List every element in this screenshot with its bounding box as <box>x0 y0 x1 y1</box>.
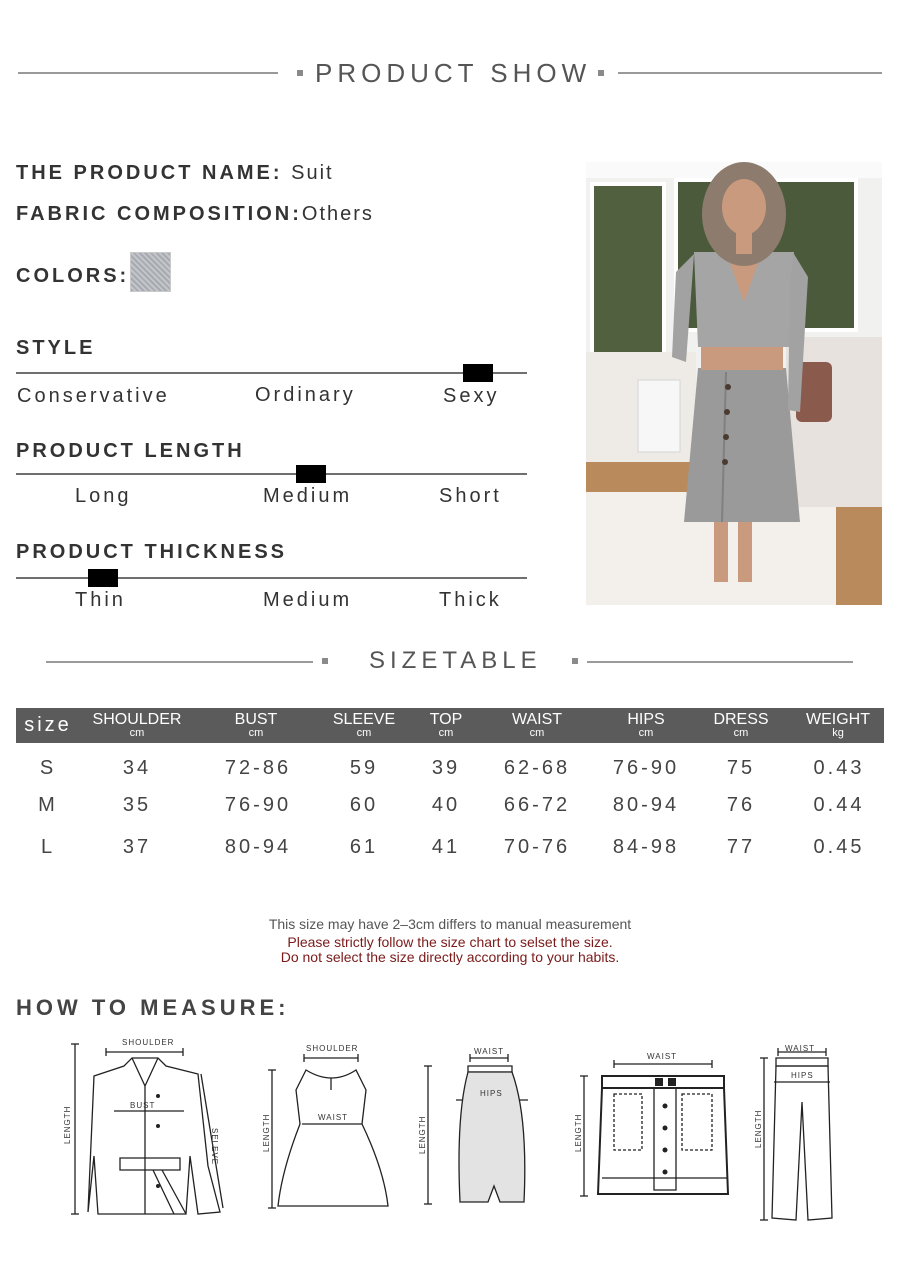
header-sleeve: SLEEVE cm <box>332 711 396 739</box>
length-option-long: Long <box>75 485 132 507</box>
size-warning-line-1: Please strictly follow the size chart to selset the size. <box>287 934 613 950</box>
pants-hips-label: HIPS <box>791 1071 814 1080</box>
style-scale-line <box>16 372 527 374</box>
jacket-shoulder-label: SHOULDER <box>122 1038 175 1047</box>
thickness-option-thin: Thin <box>75 589 126 611</box>
sizetable-square-right <box>572 658 578 664</box>
header-hips: HIPS cm <box>627 711 665 739</box>
cell-weight: 0.45 <box>813 836 865 858</box>
product-name-row <box>16 162 334 185</box>
sizetable-square-left <box>322 658 328 664</box>
dress-diagram <box>262 1040 390 1212</box>
product-photo <box>586 162 882 605</box>
cell-top: 39 <box>431 757 461 779</box>
size-warning-line-2: Do not select the size directly according to your habits. <box>280 949 620 965</box>
dress-waist-label: WAIST <box>318 1113 349 1122</box>
style-scale-marker <box>463 364 493 382</box>
model-illustration <box>586 162 882 605</box>
header-square-left <box>297 70 303 76</box>
cell-top: 41 <box>431 836 461 858</box>
fabric-label: FABRIC COMPOSITION: <box>16 203 302 225</box>
cell-bust: 72-86 <box>224 757 292 779</box>
shorts-diagram <box>572 1050 730 1198</box>
skirt-diagram <box>416 1046 534 1212</box>
pants-diagram <box>752 1042 842 1222</box>
measurement-note: This size may have 2–3cm differs to manual measurement <box>268 916 632 932</box>
cell-weight: 0.44 <box>813 794 865 816</box>
cell-sleeve: 59 <box>349 757 379 779</box>
cell-sleeve: 61 <box>349 836 379 858</box>
header-rule-left <box>18 72 278 74</box>
colors-label: COLORS: <box>16 265 130 287</box>
header-dress: DRESS cm <box>713 711 769 739</box>
header-square-right <box>598 70 604 76</box>
thickness-title: PRODUCT THICKNESS <box>16 541 288 563</box>
cell-top: 40 <box>431 794 461 816</box>
jacket-bust-label: BUST <box>130 1101 156 1110</box>
style-option-sexy: Sexy <box>443 385 500 407</box>
shorts-waist-label: WAIST <box>647 1052 678 1061</box>
fabric-row <box>16 203 374 226</box>
jacket-length-label: LENGTH <box>63 1105 72 1144</box>
cell-bust: 76-90 <box>224 794 292 816</box>
pants-length-label: LENGTH <box>754 1109 763 1148</box>
skirt-length-label: LENGTH <box>418 1115 427 1154</box>
skirt-hips-label: HIPS <box>480 1089 503 1098</box>
jacket-sleeve-label: SELEVE <box>210 1128 219 1166</box>
cell-hips: 84-98 <box>612 836 680 858</box>
style-option-ordinary: Ordinary <box>255 384 356 406</box>
jacket-diagram <box>58 1036 233 1222</box>
length-scale-line <box>16 473 527 475</box>
cell-dress: 77 <box>726 836 756 858</box>
sizetable-rule-left <box>46 661 313 663</box>
page-title: PRODUCT SHOW <box>315 58 592 88</box>
sizetable-rule-right <box>587 661 853 663</box>
cell-bust: 80-94 <box>224 836 292 858</box>
product-name-label: THE PRODUCT NAME: <box>16 162 283 184</box>
length-scale-marker <box>296 465 326 483</box>
cell-waist: 66-72 <box>503 794 571 816</box>
cell-sleeve: 60 <box>349 794 379 816</box>
skirt-waist-label: WAIST <box>474 1047 505 1056</box>
product-name-value: Suit <box>291 162 334 184</box>
header-shoulder: SHOULDER cm <box>92 711 182 739</box>
cell-shoulder: 34 <box>122 757 152 779</box>
dress-shoulder-label: SHOULDER <box>306 1044 359 1053</box>
fabric-value: Others <box>301 203 374 225</box>
header-rule-right <box>618 72 882 74</box>
size-warning <box>0 935 900 965</box>
cell-hips: 80-94 <box>612 794 680 816</box>
cell-waist: 62-68 <box>503 757 571 779</box>
header-waist: WAIST cm <box>511 711 563 739</box>
shorts-length-label: LENGTH <box>574 1113 583 1152</box>
cell-shoulder: 37 <box>122 836 152 858</box>
thickness-option-thick: Thick <box>439 589 502 611</box>
cell-size: M <box>38 794 58 816</box>
size-table-header <box>16 708 884 743</box>
cell-waist: 70-76 <box>503 836 571 858</box>
header-weight: WEIGHT kg <box>806 711 870 739</box>
header-bust: BUST cm <box>234 711 278 739</box>
length-option-short: Short <box>439 485 502 507</box>
dress-length-label: LENGTH <box>262 1113 271 1152</box>
thickness-scale-marker <box>88 569 118 587</box>
header-size: size <box>24 714 72 736</box>
length-title: PRODUCT LENGTH <box>16 440 245 462</box>
header-top: TOP cm <box>429 711 463 739</box>
cell-weight: 0.43 <box>813 757 865 779</box>
sizetable-title: SIZETABLE <box>369 647 542 674</box>
cell-shoulder: 35 <box>122 794 152 816</box>
length-option-medium: Medium <box>263 485 353 507</box>
cell-size: S <box>39 757 57 779</box>
cell-size: L <box>40 836 56 858</box>
style-title: STYLE <box>16 337 96 359</box>
pants-waist-label: WAIST <box>785 1044 816 1053</box>
cell-hips: 76-90 <box>612 757 680 779</box>
color-swatch-gray[interactable] <box>130 252 171 292</box>
style-option-conservative: Conservative <box>17 385 170 407</box>
how-to-measure-title: HOW TO MEASURE: <box>16 995 290 1020</box>
thickness-option-medium: Medium <box>263 589 353 611</box>
cell-dress: 76 <box>726 794 756 816</box>
cell-dress: 75 <box>726 757 756 779</box>
